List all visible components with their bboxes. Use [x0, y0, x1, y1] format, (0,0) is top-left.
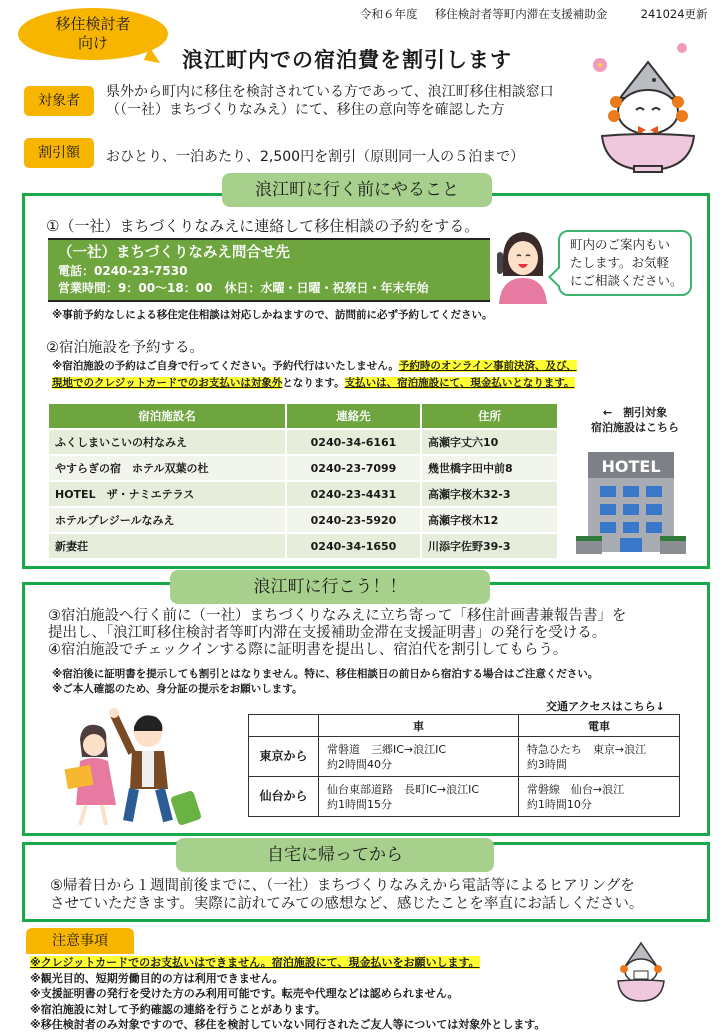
step3-line2: 提出し、「浪江町移住検討者等町内滞在支援補助金滞在支援証明書」の発行を受ける。 [48, 625, 607, 641]
contact-info-box [48, 238, 490, 302]
car-route [319, 777, 519, 817]
train-time: 約3時間 [526, 757, 567, 771]
visit-note-1: ※宿泊後に証明書を提示しても割引とはなりません。特に、移住相談日の前日から宿泊する場合はご注意ください。 [52, 668, 599, 680]
audience-tag [18, 8, 168, 60]
train-route-text: 特急ひたち 東京→浪江 [526, 742, 647, 756]
visit-note-2: ※ご本人確認のため、身分証の提示をお願いします。 [52, 683, 303, 695]
booking-note-highlight-2: 支払いは、宿泊施設にて、現金払いとなります。 [344, 377, 575, 389]
hotel-address: 高瀬字桜木12 [422, 508, 557, 532]
page-title: 浪江町内での宿泊費を割引します [182, 48, 512, 72]
car-route-text: 常磐道 三郷IC→浪江IC [327, 742, 447, 756]
section-after-return-title: 自宅に帰ってから [176, 838, 494, 872]
hotel-note-line2: 宿泊施設はこちら [591, 421, 679, 434]
col-hotel-name: 宿泊施設名 [49, 404, 285, 428]
access-label: 交通アクセスはこちら↓ [546, 700, 665, 713]
step3-line1: ③宿泊施設へ行く前に（一社）まちづくりなみえに立ち寄って「移住計画書兼報告書」を [48, 608, 627, 624]
hotel-name: 新妻荘 [49, 534, 285, 558]
speech-line2: たします。お気軽 [570, 255, 670, 270]
discount-text: おひとり、一泊あたり、2,500円を割引（原則同一人の５泊まで） [106, 149, 525, 165]
train-route [518, 737, 679, 777]
hotel-name: ふくしまいこいの村なみえ [49, 430, 285, 454]
booking-note-highlight-1a: 予約時のオンライン事前決済、及び、 [398, 360, 577, 372]
after-return-text [50, 877, 643, 913]
table-row [249, 737, 680, 777]
table-row [249, 777, 680, 817]
contact-hours: 営業時間：9：00〜18：00 休日：水曜・日曜・祝祭日・年末年始 [58, 281, 429, 295]
eligibility-text [106, 83, 554, 119]
hotel-table [47, 402, 559, 560]
hotel-name: ホテルプレジールなみえ [49, 508, 285, 532]
hotel-phone[interactable]: 0240-34-6161 [287, 430, 420, 454]
access-table-header [249, 715, 680, 737]
program-name: 移住検討者等町内滞在支援補助金 [434, 7, 608, 21]
table-row [49, 456, 557, 480]
train-time: 約1時間10分 [526, 797, 592, 811]
train-route-text: 常磐線 仙台→浪江 [526, 782, 625, 796]
col-car: 車 [319, 715, 519, 737]
hotel-building-icon [572, 448, 690, 558]
eligibility-label: 対象者 [24, 86, 94, 116]
audience-tag-line1: 移住検討者 [55, 15, 131, 33]
table-row [49, 508, 557, 532]
section-before-visit-title: 浪江町に行く前にやること [222, 173, 492, 207]
col-address: 住所 [422, 404, 557, 428]
booking-note-plain: ※宿泊施設の予約はご自身で行ってください。予約代行はいたしません。 [52, 360, 399, 372]
caution-item: ※移住検討者のみ対象ですので、移住を検討していない同行されたご友人等については対象外とします。 [30, 1018, 546, 1031]
access-table [248, 714, 680, 817]
car-time: 約2時間40分 [327, 757, 392, 771]
mascot-small-icon [612, 935, 670, 1005]
step1-text: ①（一社）まちづくりなみえに連絡して移住相談の予約をする。 [46, 217, 480, 235]
hotel-note [570, 405, 700, 435]
hotel-phone[interactable]: 0240-34-1650 [287, 534, 420, 558]
discount-label: 割引額 [24, 138, 94, 168]
mascot-icon [590, 40, 710, 175]
after-return-line2: させていただきます。実際に訪れてみての感想など、感じたことを率直にお話しください。 [50, 896, 644, 912]
car-route [319, 737, 519, 777]
hotel-note-line1: ← 割引対象 [602, 406, 668, 419]
car-time: 約1時間15分 [327, 797, 392, 811]
hotel-address: 高瀬字桜木32-3 [422, 482, 557, 506]
caution-list [30, 955, 545, 1033]
col-train: 電車 [518, 715, 679, 737]
caution-item: ※支援証明書の発行を受けた方のみ利用可能です。転売や代理などは認められません。 [30, 987, 459, 1000]
origin: 東京から [249, 737, 319, 777]
speech-line1: 町内のご案内もい [570, 237, 671, 252]
hotel-name: HOTEL ザ・ナミエテラス [49, 482, 285, 506]
speech-line3: にご相談ください。 [570, 273, 683, 288]
section-visit-title: 浪江町に行こう！！ [170, 570, 490, 604]
origin: 仙台から [249, 777, 319, 817]
after-return-line1: ⑤帰着日から１週間前後までに、（一社）まちづくりなみえから電話等によるヒアリングを [50, 878, 635, 894]
hotel-phone[interactable]: 0240-23-4431 [287, 482, 420, 506]
hotel-address: 川添字佐野39-3 [422, 534, 557, 558]
hotel-table-header [49, 404, 557, 428]
reservation-note: ※事前予約なしによる移住定住相談は対応しかねますので、訪問前に必ず予約してください。 [52, 309, 493, 321]
svg-text:HOTEL: HOTEL [601, 457, 661, 476]
booking-note-highlight-1b: 現地でのクレジットカードでのお支払いは対象外 [52, 377, 283, 389]
hotel-address: 高瀬字丈六10 [422, 430, 557, 454]
contact-phone[interactable]: 電話：0240-23-7530 [58, 264, 188, 278]
visit-steps [48, 608, 708, 659]
document-meta [360, 6, 708, 22]
fiscal-year: 令和６年度 [360, 7, 418, 21]
updated-date: 241024更新 [640, 7, 708, 21]
hotel-name: やすらぎの宿 ホテル双葉の杜 [49, 456, 285, 480]
audience-tag-line2: 向け [77, 34, 108, 52]
travelers-icon [36, 705, 216, 829]
visit-notes [52, 667, 598, 697]
table-row [49, 482, 557, 506]
table-row [49, 534, 557, 558]
caution-item: ※クレジットカードでのお支払いはできません。宿泊施設にて、現金払いをお願いします。 [30, 956, 480, 969]
table-row [49, 430, 557, 454]
col-contact: 連絡先 [287, 404, 420, 428]
phone-operator-icon [493, 226, 553, 304]
train-route [518, 777, 679, 817]
contact-title: （一社）まちづくりなみえ問合せ先 [58, 245, 290, 261]
eligibility-line1: 県外から町内に移住を検討されている方であって、浪江町移住相談窓口 [106, 84, 554, 100]
speech-bubble [558, 230, 692, 296]
booking-note-plain-2: となります。 [282, 377, 345, 389]
hotel-address: 幾世橋字田中前8 [422, 456, 557, 480]
car-route-text: 仙台東部道路 長町IC→浪江IC [327, 782, 480, 796]
col-origin [249, 715, 319, 737]
booking-note [52, 358, 692, 392]
step2-text: ②宿泊施設を予約する。 [46, 340, 204, 356]
hotel-phone[interactable]: 0240-23-7099 [287, 456, 420, 480]
caution-item: ※宿泊施設に対して予約確認の連絡を行うことがあります。 [30, 1002, 326, 1016]
caution-label: 注意事項 [26, 928, 134, 954]
step4-text: ④宿泊施設でチェックインする際に証明書を提出し、宿泊代を割引してもらう。 [48, 642, 568, 658]
caution-item: ※観光目的、短期労働目的の方は利用できません。 [30, 971, 284, 985]
hotel-phone[interactable]: 0240-23-5920 [287, 508, 420, 532]
eligibility-line2: （（一社）まちづくりなみえ）にて、移住の意向等を確認した方 [106, 102, 505, 118]
